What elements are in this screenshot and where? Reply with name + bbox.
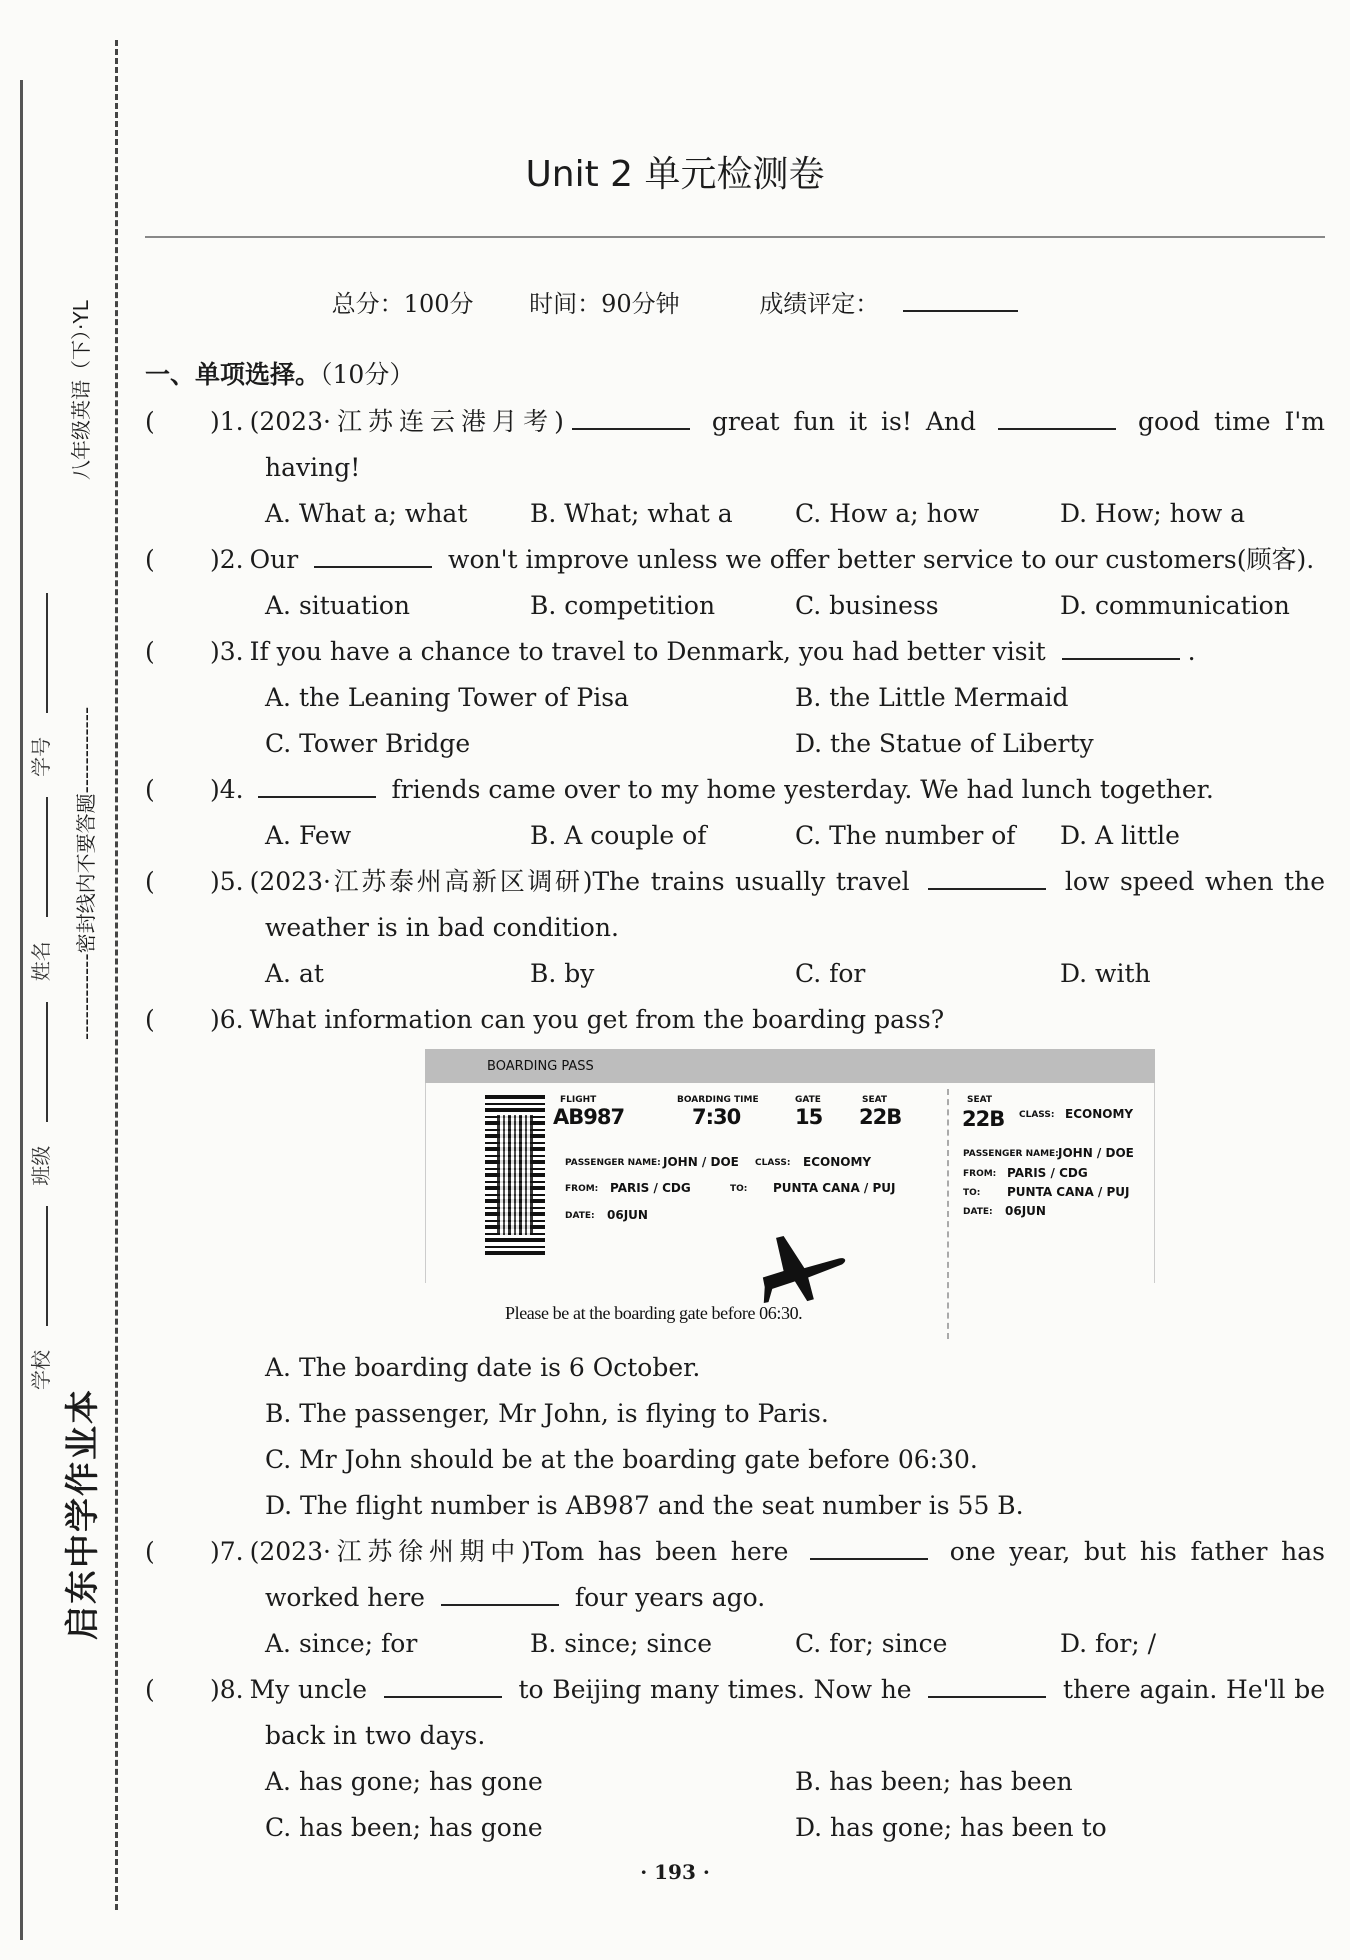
option-d[interactable]: D. A little (1060, 821, 1180, 850)
option-b[interactable]: B. A couple of (530, 821, 707, 850)
total-score: 总分：100分 (331, 290, 474, 318)
option-b[interactable]: B. has been; has been (795, 1767, 1073, 1796)
sidebar-book-name: 八年级英语（下）·YL (69, 300, 93, 480)
options-q1 (145, 491, 1325, 537)
question-3: ( )3. If you have a chance to travel to Denmark, you had better visit . (145, 629, 1325, 675)
answer-blank[interactable] (258, 770, 376, 798)
seat-number: 22B (859, 1105, 902, 1129)
option-c[interactable]: C. for (795, 959, 866, 988)
boarding-pass-image (425, 1049, 1155, 1339)
airplane-icon (755, 1219, 850, 1304)
question-8: ( )8. My uncle to Beijing many times. Now he there again. He'll be back in two days. (145, 1667, 1325, 1759)
option-c[interactable]: C. has been; has gone (265, 1813, 543, 1842)
page-number: · 193 · (640, 1860, 710, 1884)
answer-blank[interactable] (314, 540, 432, 568)
option-d[interactable]: D. the Statue of Liberty (795, 729, 1094, 758)
answer-blank[interactable] (441, 1578, 559, 1606)
field-id: 学号 (29, 736, 53, 777)
answer-blank[interactable] (810, 1532, 928, 1560)
question-7: ( )7. (2023·江苏徐州期中)Tom has been here one year, but his father has worked here four years ago. (145, 1529, 1325, 1621)
barcode-icon (485, 1095, 545, 1255)
option-c[interactable]: C. for; since (795, 1629, 948, 1658)
options-q8-row2 (145, 1805, 1325, 1851)
boarding-time-label: BOARDING TIME (677, 1095, 759, 1105)
option-a[interactable]: A. the Leaning Tower of Pisa (265, 683, 629, 712)
flight-label: FLIGHT (560, 1095, 597, 1105)
answer-blank[interactable] (1062, 632, 1180, 660)
grade-blank[interactable] (903, 284, 1018, 312)
page-edge-line (20, 80, 23, 1940)
perforation-line (947, 1089, 949, 1339)
option-c[interactable]: C. Mr John should be at the boarding gate before 06:30. (265, 1445, 978, 1474)
stub-seat-label: SEAT (967, 1095, 993, 1105)
option-a[interactable]: A. at (265, 959, 324, 988)
sidebar-info-fields (25, 579, 54, 1390)
options-q7 (145, 1621, 1325, 1667)
option-c[interactable]: C. How a; how (795, 499, 980, 528)
options-q8-row1 (145, 1759, 1325, 1805)
class-value: ECONOMY (803, 1155, 872, 1169)
stub-from-label: FROM: (963, 1169, 997, 1179)
boarding-time: 7:30 (692, 1105, 741, 1129)
page-title: Unit 2 单元检测卷 (525, 154, 825, 195)
option-a[interactable]: A. Few (265, 821, 352, 850)
option-b[interactable]: B. competition (530, 591, 716, 620)
option-b[interactable]: B. by (530, 959, 595, 988)
flight-number: AB987 (553, 1105, 625, 1129)
stub-passenger-label: PASSENGER NAME: (963, 1149, 1059, 1159)
stub-to-value: PUNTA CANA / PUJ (1007, 1185, 1130, 1199)
binding-dashed-line (115, 40, 118, 1910)
section-title: 一、单项选择。（10分） (145, 360, 415, 389)
title-divider (145, 236, 1325, 238)
boarding-pass-title: BOARDING PASS (487, 1059, 594, 1074)
option-d[interactable]: D. The flight number is AB987 and the seat number is 55 B. (265, 1491, 1024, 1520)
question-1: ( )1. (2023·江苏连云港月考) great fun it is! And good time I'm having! (145, 399, 1325, 491)
option-a[interactable]: A. has gone; has gone (265, 1767, 543, 1796)
answer-blank[interactable] (928, 862, 1046, 890)
stub-seat-number: 22B (962, 1107, 1005, 1131)
stub-date-value: 06JUN (1005, 1204, 1046, 1218)
field-school: 学校 (29, 1350, 53, 1390)
option-d[interactable]: D. for; / (1060, 1629, 1157, 1658)
options-q3-row2 (145, 721, 1325, 767)
gate-label: GATE (795, 1095, 821, 1105)
option-d[interactable]: D. communication (1060, 591, 1290, 620)
options-q2 (145, 583, 1325, 629)
option-a[interactable]: A. The boarding date is 6 October. (265, 1353, 701, 1382)
option-a[interactable]: A. situation (265, 591, 411, 620)
stub-class-label: CLASS: (1019, 1110, 1055, 1120)
answer-blank[interactable] (928, 1670, 1046, 1698)
question-section (145, 355, 1325, 1851)
option-b[interactable]: B. What; what a (530, 499, 733, 528)
score-info (0, 284, 1350, 319)
stub-class-value: ECONOMY (1065, 1107, 1134, 1121)
option-b[interactable]: B. the Little Mermaid (795, 683, 1069, 712)
question-5: ( )5. (2023·江苏泰州高新区调研)The trains usually travel low speed when the weather is in bad condition. (145, 859, 1325, 951)
field-name: 姓名 (29, 941, 53, 982)
answer-blank[interactable] (998, 402, 1116, 430)
options-q3-row1 (145, 675, 1325, 721)
class-label: CLASS: (755, 1158, 791, 1168)
sidebar-seal-note: ------------密封线内不要答题------------ (74, 706, 98, 1040)
answer-blank[interactable] (384, 1670, 502, 1698)
date-value: 06JUN (607, 1208, 648, 1222)
question-2: ( )2. Our won't improve unless we offer better service to our customers(顾客). (145, 537, 1325, 583)
to-value: PUNTA CANA / PUJ (773, 1181, 896, 1195)
from-value: PARIS / CDG (610, 1181, 691, 1195)
option-d[interactable]: D. has gone; has been to (795, 1813, 1107, 1842)
field-class: 班级 (29, 1145, 53, 1186)
boarding-note: Please be at the boarding gate before 06:30. (505, 1303, 803, 1323)
option-c[interactable]: C. Tower Bridge (265, 729, 471, 758)
stub-from-value: PARIS / CDG (1007, 1166, 1088, 1180)
option-a[interactable]: A. What a; what (265, 499, 468, 528)
from-label: FROM: (565, 1184, 599, 1194)
options-q5 (145, 951, 1325, 997)
grade-label: 成绩评定： (759, 290, 880, 318)
sidebar-school-name: 启东中学作业本 (63, 1388, 103, 1640)
option-b[interactable]: B. since; since (530, 1629, 713, 1658)
options-q4 (145, 813, 1325, 859)
time-limit: 时间：90分钟 (529, 290, 680, 318)
stub-date-label: DATE: (963, 1207, 993, 1217)
seat-label: SEAT (862, 1095, 888, 1105)
stub-passenger-name: JOHN / DOE (1058, 1146, 1134, 1160)
option-d[interactable]: D. with (1060, 959, 1151, 988)
option-c[interactable]: C. The number of (795, 821, 1016, 850)
question-6: ( )6. What information can you get from the boarding pass? (145, 1005, 945, 1034)
option-a[interactable]: A. since; for (265, 1629, 418, 1658)
option-c[interactable]: C. business (795, 591, 939, 620)
passenger-label: PASSENGER NAME: (565, 1158, 661, 1168)
option-b[interactable]: B. The passenger, Mr John, is flying to Paris. (265, 1399, 829, 1428)
gate-number: 15 (795, 1105, 823, 1129)
passenger-name: JOHN / DOE (663, 1155, 739, 1169)
stub-to-label: TO: (963, 1188, 981, 1198)
answer-blank[interactable] (572, 402, 690, 430)
to-label: TO: (730, 1184, 748, 1194)
question-4: ( )4. friends came over to my home yesterday. We had lunch together. (145, 767, 1325, 813)
options-q6 (145, 1345, 1325, 1529)
date-label: DATE: (565, 1211, 595, 1221)
option-d[interactable]: D. How; how a (1060, 499, 1246, 528)
